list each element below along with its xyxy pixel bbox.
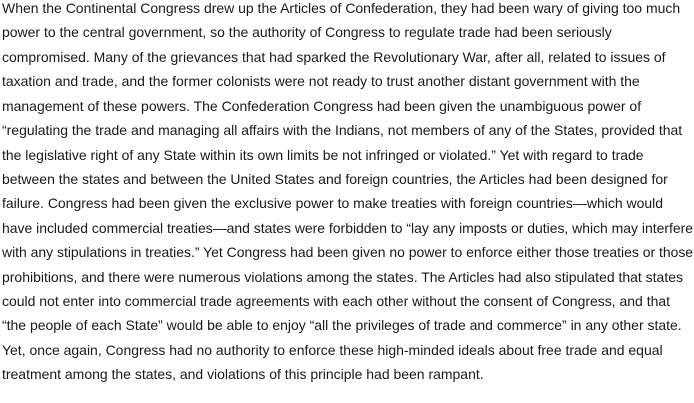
paragraph-line-15: Yet, once again, Congress had no authority to enforce these high-minded ideals about free trade and equal <box>2 341 663 358</box>
paragraph-line-3: compromised. Many of the grievances that had sparked the Revolutionary War, after all, related to issues of <box>2 48 666 65</box>
paragraph-line-6: “regulating the trade and managing all affairs with the Indians, not members of any of the States, provided that <box>2 122 683 139</box>
document-paragraph <box>2 0 694 390</box>
paragraph-line-4: taxation and trade, and the former colonists were not ready to trust another distant government with the <box>2 73 640 90</box>
paragraph-line-11: with any stipulations in treaties.” Yet Congress had been given no power to enforce either those treaties or those <box>2 244 694 261</box>
paragraph-line-2: power to the central government, so the authority of Congress to regulate trade had been seriously <box>2 24 612 41</box>
paragraph-line-12: prohibitions, and there were numerous violations among the states. The Articles had also stipulated that states <box>2 268 683 285</box>
paragraph-line-1: When the Continental Congress drew up the Articles of Confederation, they had been wary of giving too much <box>2 0 681 16</box>
paragraph-line-7: the legislative right of any State within its own limits be not infringed or violated.” Yet with regard to trade <box>2 146 644 163</box>
paragraph-line-13: could not enter into commercial trade agreements with each other without the consent of Congress, and that <box>2 293 671 310</box>
paragraph-line-16: treatment among the states, and violations of this principle had been rampant. <box>2 366 484 383</box>
paragraph-line-14: “the people of each State” would be able to enjoy “all the privileges of trade and commerce” in any other state. <box>2 317 682 334</box>
paragraph-line-8: between the states and between the United States and foreign countries, the Articles had been designed for <box>2 170 668 187</box>
paragraph-line-10: have included commercial treaties—and states were forbidden to “lay any imposts or duties, which may interfere <box>2 219 694 236</box>
paragraph-line-9: failure. Congress had been given the exclusive power to make treaties with foreign countries—which would <box>2 195 664 212</box>
paragraph-line-5: management of these powers. The Confederation Congress had been given the unambiguous power of <box>2 97 642 114</box>
